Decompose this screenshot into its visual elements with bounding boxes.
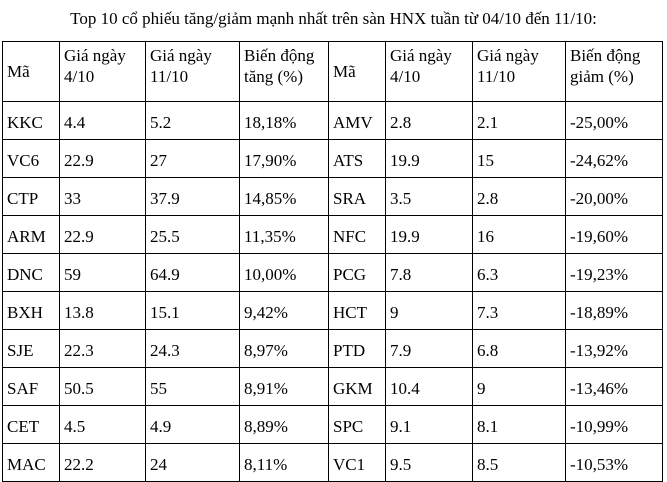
cell-loss-change: -20,00% <box>566 178 663 216</box>
cell-gain-code: BXH <box>3 292 60 330</box>
cell-gain-code: CET <box>3 406 60 444</box>
table-row <box>3 178 663 216</box>
cell-gain-change: 14,85% <box>240 178 329 216</box>
cell-gain-change: 8,89% <box>240 406 329 444</box>
col-header-loss-code: Mã <box>329 42 386 102</box>
cell-gain-price-end: 5.2 <box>146 102 240 140</box>
cell-gain-price-end: 4.9 <box>146 406 240 444</box>
cell-gain-code: SJE <box>3 330 60 368</box>
cell-loss-price-end: 2.8 <box>473 178 566 216</box>
col-header-gain-price-start: Giá ngày 4/10 <box>60 42 146 102</box>
cell-gain-price-end: 27 <box>146 140 240 178</box>
col-header-gain-change: Biến động tăng (%) <box>240 42 329 102</box>
cell-loss-price-end: 9 <box>473 368 566 406</box>
cell-gain-price-end: 55 <box>146 368 240 406</box>
cell-gain-code: MAC <box>3 444 60 482</box>
col-header-gain-price-end: Giá ngày 11/10 <box>146 42 240 102</box>
cell-loss-code: ATS <box>329 140 386 178</box>
cell-loss-price-start: 19.9 <box>386 216 473 254</box>
cell-loss-price-end: 16 <box>473 216 566 254</box>
cell-loss-code: PTD <box>329 330 386 368</box>
col-header-loss-price-end: Giá ngày 11/10 <box>473 42 566 102</box>
cell-gain-price-end: 64.9 <box>146 254 240 292</box>
cell-gain-code: SAF <box>3 368 60 406</box>
cell-gain-code: DNC <box>3 254 60 292</box>
cell-gain-price-start: 22.9 <box>60 216 146 254</box>
cell-loss-price-end: 6.8 <box>473 330 566 368</box>
cell-loss-change: -25,00% <box>566 102 663 140</box>
table-row <box>3 140 663 178</box>
cell-loss-change: -19,60% <box>566 216 663 254</box>
cell-gain-price-end: 25.5 <box>146 216 240 254</box>
cell-loss-change: -18,89% <box>566 292 663 330</box>
cell-loss-change: -10,53% <box>566 444 663 482</box>
cell-loss-price-start: 7.8 <box>386 254 473 292</box>
cell-loss-code: SPC <box>329 406 386 444</box>
header-row <box>3 42 663 102</box>
cell-gain-price-start: 59 <box>60 254 146 292</box>
cell-loss-price-start: 10.4 <box>386 368 473 406</box>
cell-loss-change: -19,23% <box>566 254 663 292</box>
cell-gain-price-end: 37.9 <box>146 178 240 216</box>
cell-loss-price-start: 3.5 <box>386 178 473 216</box>
cell-loss-price-end: 15 <box>473 140 566 178</box>
stock-table <box>2 41 663 482</box>
col-header-loss-price-start: Giá ngày 4/10 <box>386 42 473 102</box>
cell-loss-code: PCG <box>329 254 386 292</box>
cell-loss-change: -13,46% <box>566 368 663 406</box>
cell-gain-price-start: 22.3 <box>60 330 146 368</box>
cell-loss-change: -24,62% <box>566 140 663 178</box>
cell-gain-price-start: 50.5 <box>60 368 146 406</box>
cell-gain-price-end: 24.3 <box>146 330 240 368</box>
cell-gain-change: 9,42% <box>240 292 329 330</box>
cell-loss-price-start: 2.8 <box>386 102 473 140</box>
table-row <box>3 330 663 368</box>
cell-loss-price-start: 19.9 <box>386 140 473 178</box>
table-title: Top 10 cổ phiếu tăng/giảm mạnh nhất trên sàn HNX tuần từ 04/10 đến 11/10: <box>70 9 597 28</box>
cell-gain-code: KKC <box>3 102 60 140</box>
cell-gain-code: ARM <box>3 216 60 254</box>
col-header-loss-change: Biến động giảm (%) <box>566 42 663 102</box>
table-row <box>3 406 663 444</box>
cell-loss-code: NFC <box>329 216 386 254</box>
cell-loss-price-start: 7.9 <box>386 330 473 368</box>
cell-loss-price-start: 9.5 <box>386 444 473 482</box>
cell-loss-code: AMV <box>329 102 386 140</box>
cell-loss-change: -13,92% <box>566 330 663 368</box>
cell-loss-code: SRA <box>329 178 386 216</box>
cell-loss-change: -10,99% <box>566 406 663 444</box>
cell-loss-code: HCT <box>329 292 386 330</box>
table-row <box>3 368 663 406</box>
cell-gain-change: 17,90% <box>240 140 329 178</box>
cell-loss-price-end: 8.5 <box>473 444 566 482</box>
table-row <box>3 102 663 140</box>
cell-loss-price-end: 6.3 <box>473 254 566 292</box>
cell-loss-code: GKM <box>329 368 386 406</box>
table-row <box>3 216 663 254</box>
cell-gain-change: 8,11% <box>240 444 329 482</box>
cell-gain-code: CTP <box>3 178 60 216</box>
cell-loss-price-start: 9.1 <box>386 406 473 444</box>
cell-loss-price-end: 7.3 <box>473 292 566 330</box>
cell-gain-change: 8,91% <box>240 368 329 406</box>
col-header-gain-code: Mã <box>3 42 60 102</box>
cell-gain-price-start: 13.8 <box>60 292 146 330</box>
cell-gain-price-start: 4.5 <box>60 406 146 444</box>
cell-gain-price-end: 24 <box>146 444 240 482</box>
cell-gain-price-start: 4.4 <box>60 102 146 140</box>
cell-loss-code: VC1 <box>329 444 386 482</box>
cell-gain-change: 8,97% <box>240 330 329 368</box>
cell-gain-price-end: 15.1 <box>146 292 240 330</box>
cell-gain-price-start: 22.9 <box>60 140 146 178</box>
table-row <box>3 292 663 330</box>
cell-loss-price-end: 8.1 <box>473 406 566 444</box>
cell-loss-price-start: 9 <box>386 292 473 330</box>
cell-gain-price-start: 22.2 <box>60 444 146 482</box>
cell-gain-change: 18,18% <box>240 102 329 140</box>
cell-loss-price-end: 2.1 <box>473 102 566 140</box>
cell-gain-change: 11,35% <box>240 216 329 254</box>
cell-gain-change: 10,00% <box>240 254 329 292</box>
cell-gain-price-start: 33 <box>60 178 146 216</box>
table-row <box>3 254 663 292</box>
table-row <box>3 444 663 482</box>
cell-gain-code: VC6 <box>3 140 60 178</box>
